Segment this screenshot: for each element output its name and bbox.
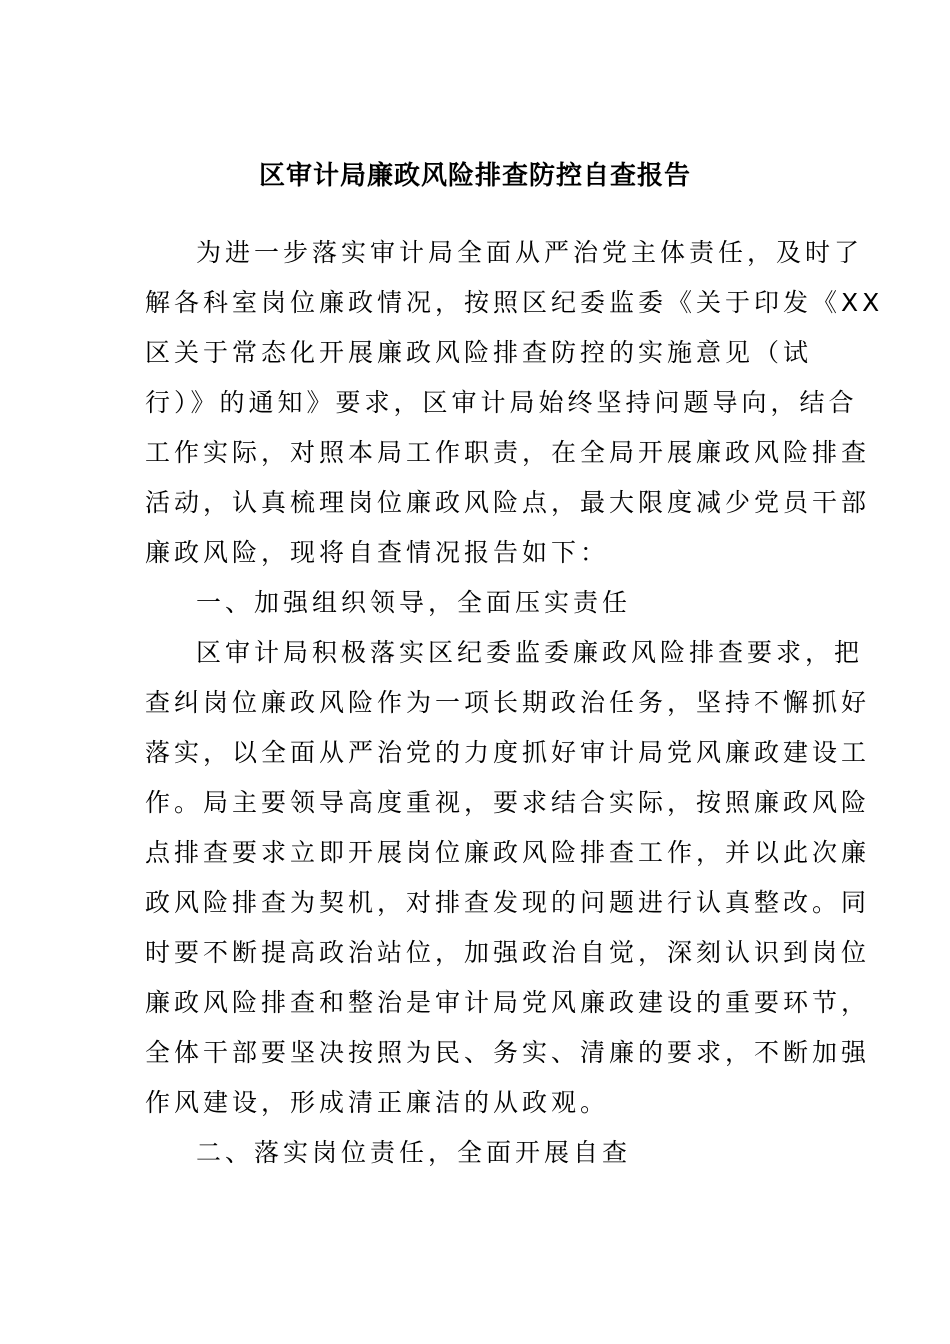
paragraph-line: 区关于常态化开展廉政风险排查防控的实施意见（试 (145, 338, 813, 367)
paragraph-line: 活动，认真梳理岗位廉政风险点，最大限度减少党员干部 (145, 488, 871, 517)
paragraph-line: 为进一步落实审计局全面从严治党主体责任，及时了 (196, 238, 864, 267)
paragraph-line: 解各科室岗位廉政情况，按照区纪委监委《关于印发《XX (145, 288, 884, 317)
document-title: 区审计局廉政风险排查防控自查报告 (258, 161, 691, 191)
paragraph-line: 落实，以全面从严治党的力度抓好审计局党风廉政建设工 (145, 738, 871, 767)
paragraph-line: 点排查要求立即开展岗位廉政风险排查工作，并以此次廉 (145, 838, 871, 867)
paragraph-line: 政风险排查为契机，对排查发现的问题进行认真整改。同 (145, 888, 871, 917)
section-heading-2: 二、落实岗位责任，全面开展自查 (196, 1138, 632, 1167)
paragraph-line: 全体干部要坚决按照为民、务实、清廉的要求，不断加强 (145, 1038, 871, 1067)
paragraph-line: 查纠岗位廉政风险作为一项长期政治任务，坚持不懈抓好 (145, 688, 871, 717)
section-heading-1: 一、加强组织领导，全面压实责任 (196, 588, 632, 617)
paragraph-line: 作风建设，形成清正廉洁的从政观。 (145, 1088, 610, 1117)
paragraph-line: 时要不断提高政治站位，加强政治自觉，深刻认识到岗位 (145, 938, 871, 967)
paragraph-line: 区审计局积极落实区纪委监委廉政风险排查要求，把 (196, 638, 864, 667)
paragraph-line: 廉政风险，现将自查情况报告如下： (145, 538, 610, 567)
paragraph-line: 行）》的通知》要求，区审计局始终坚持问题导向，结合 (145, 388, 858, 417)
paragraph-line: 作。局主要领导高度重视，要求结合实际，按照廉政风险 (145, 788, 871, 817)
paragraph-line: 廉政风险排查和整治是审计局党风廉政建设的重要环节， (145, 988, 871, 1017)
paragraph-line: 工作实际，对照本局工作职责，在全局开展廉政风险排查 (145, 438, 871, 467)
